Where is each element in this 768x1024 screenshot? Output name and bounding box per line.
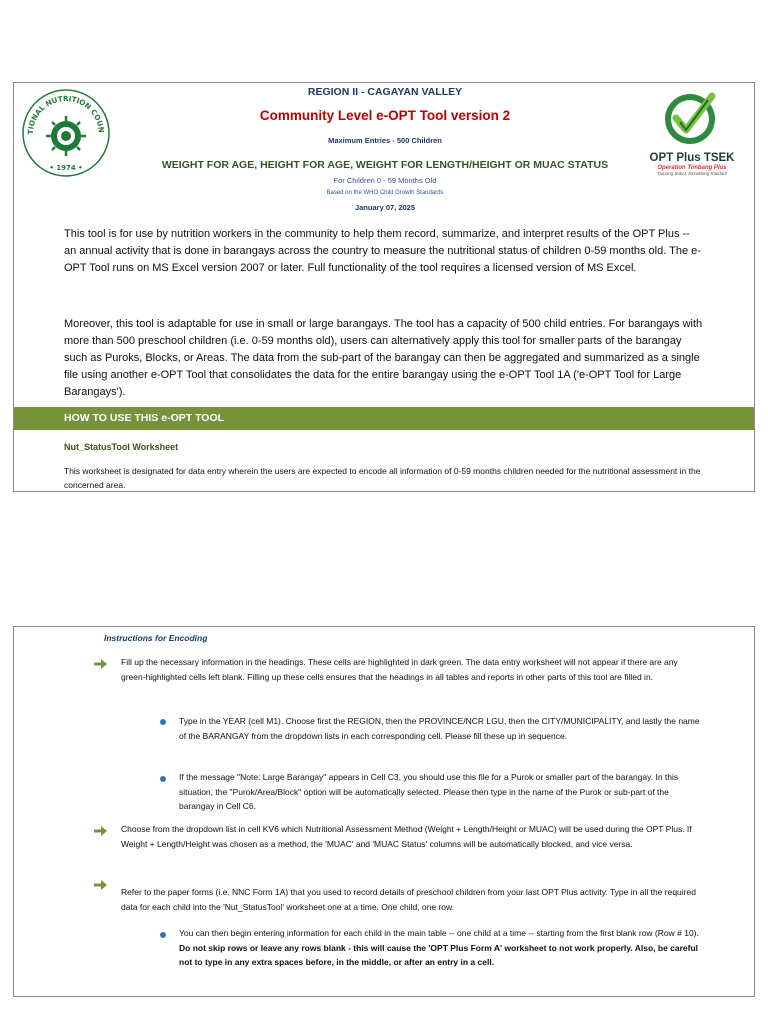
bullet-dot-icon — [160, 776, 166, 782]
howto-heading: HOW TO USE THIS e-OPT TOOL — [64, 412, 225, 424]
instructions-heading: Instructions for Encoding — [104, 633, 208, 643]
opt-plus-tsek-logo — [642, 88, 742, 178]
max-entries: Maximum Entries - 500 Children — [328, 136, 442, 145]
intro-paragraph-1: This tool is for use by nutrition workers in the community to help them record, summarize, and interpret results of the OPT Plus -- an annual activity that is done in barangays across the country to measure the nutritional status of children 0-59 months old. The e-OPT Tool runs on MS Excel version 2007 or later. Full functionality of the tool requires a licensed version of MS Excel. — [64, 228, 701, 274]
step-3-sub-1-plain: You can then begin entering information for each child in the main table -- one child at a time -- starting from the first blank row (Row # 10). — [179, 928, 699, 938]
step-3-text: Refer to the paper forms (i.e. NNC Form 1A) that you used to record details of preschool children from your last OPT Plus activity. Type in all the required data for each child into the 'Nut_StatusTool' worksheet one at a time. One child, one row. — [121, 887, 696, 912]
nnc-year: 1974 — [56, 164, 76, 172]
tool-title: Community Level e-OPT Tool version 2 — [259, 108, 511, 123]
worksheet-description: This worksheet is designated for data entry wherein the users are expected to encode all information of 0-59 months children needed for the nutritional assessment in the concerned area. — [64, 466, 701, 490]
tsek-emblem-icon — [662, 88, 722, 146]
children-range: For Children 0 - 59 Months Old — [333, 176, 437, 185]
tsek-tagline: Tamang Sukat, Eksaktong Kalidad! — [657, 171, 727, 176]
arrow-right-icon — [94, 826, 108, 836]
status-title: WEIGHT FOR AGE, HEIGHT FOR AGE, WEIGHT FOR LENGTH/HEIGHT OR MUAC STATUS — [161, 159, 609, 171]
worksheet-title: Nut_StatusTool Worksheet — [64, 442, 179, 452]
nnc-seal-text: TIONAL NUTRITION COUN — [25, 93, 107, 135]
region-label: REGION II - CAGAYAN VALLEY — [307, 86, 463, 98]
bullet-dot-icon — [160, 932, 166, 938]
svg-text:• 1974 •: • 1974 • — [49, 164, 83, 172]
instructions-panel — [13, 626, 755, 997]
step-1-sub-2: If the message "Note: Large Barangay" appears in Cell C3, you should use this file for a Purok or smaller part of the barangay. In this situation, the "Purok/Area/Block" option will be automatically selected. Please then type in the name of the Purok or sub-part of the barangay in Cell C6. — [179, 772, 679, 811]
tool-info-panel — [13, 82, 755, 492]
step-1-text: Fill up the necessary information in the headings. These cells are highlighted in dark green. The data entry worksheet will not appear if there are any green-highlighted cells left blank. Filling up these cells ensures that the headings in all tables and reports in other parts of this tool are filled in. — [121, 657, 678, 682]
arrow-right-icon — [94, 880, 108, 890]
intro-paragraph-2: Moreover, this tool is adaptable for use in small or large barangays. The tool has a capacity of 500 child entries. For barangays with more than 500 preschool children (i.e. 0-59 months old), users can alternatively apply this tool for smaller parts of the barangay such as Puroks, Blocks, or Areas. The data from the sub-part of the barangay can then be aggregated and summarized as a single file using another e-OPT Tool that consolidates the data for the entire barangay using the e-OPT Tool 1A ('e-OPT Tool for Large Barangays'). — [64, 318, 703, 398]
step-3-sub-1 — [179, 926, 704, 970]
arrow-right-icon — [94, 659, 108, 669]
bullet-dot-icon — [160, 719, 166, 725]
step-1-sub-1: Type in the YEAR (cell M1). Choose first the REGION, then the PROVINCE/NCR LGU, then the CITY/MUNICIPALITY, and lastly the name of the BARANGAY from the dropdown lists in each corresponding cell. Please fill these up in sequence. — [179, 716, 700, 741]
tool-date: January 07, 2025 — [354, 203, 416, 212]
tsek-title: OPT Plus TSEK — [649, 152, 735, 164]
howto-section-bar — [14, 407, 754, 430]
tsek-subtitle: Operation Timbang Plus — [657, 165, 727, 171]
step-3-sub-1-warning: Do not skip rows or leave any rows blank - this will cause the 'OPT Plus Form A' worksheet to not work properly. Also, be careful not to type in any extra spaces before, in the middle, or after an entry in a cell. — [179, 942, 699, 967]
who-standards: Based on the WHO Child Growth Standards — [326, 190, 444, 196]
step-2-text: Choose from the dropdown list in cell KV6 which Nutritional Assessment Method (Weight + Length/Height or MUAC) will be used during the OPT Plus. If Weight + Length/Height was chosen as a method, the 'MUAC' and 'MUAC Status' columns will be automatically blocked, and vice versa. — [121, 824, 692, 849]
